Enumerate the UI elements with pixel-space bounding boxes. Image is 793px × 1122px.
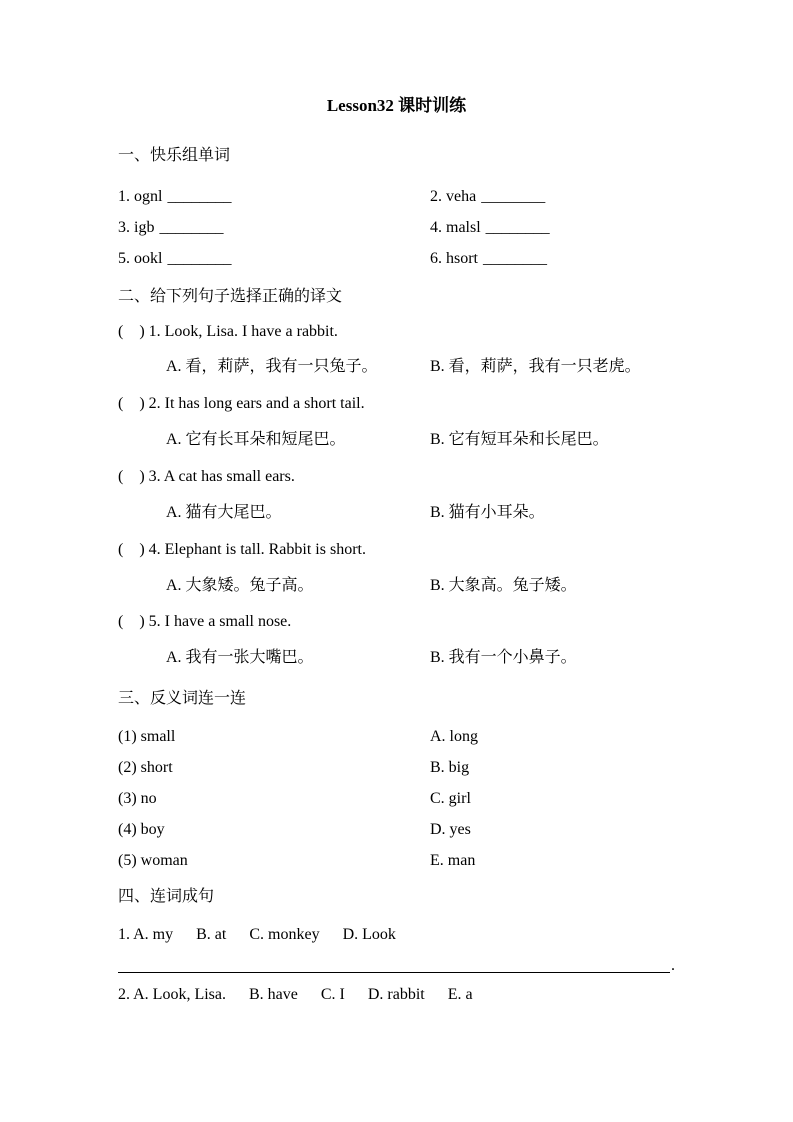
question-stem: ( ) 4. Elephant is tall. Rabbit is short. bbox=[118, 541, 366, 558]
question-options bbox=[118, 357, 675, 377]
match-row bbox=[118, 789, 675, 809]
word-row bbox=[118, 218, 675, 238]
word-cell bbox=[118, 187, 430, 207]
match-right: C. girl bbox=[430, 790, 471, 807]
match-right: D. yes bbox=[430, 821, 471, 838]
word-item: 4. malsl bbox=[430, 219, 481, 236]
blank-line: ________ bbox=[485, 219, 550, 236]
word-item: 6. hsort bbox=[430, 250, 478, 267]
option-a: A. 看，莉萨，我有一只兔子。 bbox=[166, 358, 378, 375]
match-right: A. long bbox=[430, 728, 478, 745]
word-item: 1. ognl bbox=[118, 188, 163, 205]
option-b: B. 我有一个小鼻子。 bbox=[430, 649, 577, 666]
blank-line: ________ bbox=[159, 219, 224, 236]
section1-heading: 一、快乐组单词 bbox=[118, 147, 231, 164]
word-item: 3. igb bbox=[118, 219, 155, 236]
word-row bbox=[118, 187, 675, 207]
question-options bbox=[118, 576, 675, 596]
question-stem: ( ) 5. I have a small nose. bbox=[118, 613, 292, 630]
option-a: A. 它有长耳朵和短尾巴。 bbox=[166, 431, 346, 448]
question-stem: ( ) 1. Look, Lisa. I have a rabbit. bbox=[118, 323, 338, 340]
match-left: (4) boy bbox=[118, 821, 165, 838]
match-row bbox=[118, 851, 675, 871]
blank-line: ________ bbox=[481, 188, 546, 205]
answer-line bbox=[118, 955, 675, 973]
sentence-item-1 bbox=[118, 925, 675, 945]
question-options bbox=[118, 503, 675, 523]
word-row bbox=[118, 249, 675, 269]
sentence-part: D. rabbit bbox=[367, 986, 425, 1003]
match-row bbox=[118, 758, 675, 778]
option-b: B. 大象高。兔子矮。 bbox=[430, 577, 577, 594]
sentence-part: 2. A. Look, Lisa. bbox=[118, 986, 226, 1003]
sentence-part: B. have bbox=[249, 986, 298, 1003]
match-left: (2) short bbox=[118, 759, 173, 776]
blank-line: ________ bbox=[483, 250, 547, 267]
page-title: Lesson32 课时训练 bbox=[326, 96, 467, 115]
word-cell bbox=[118, 249, 430, 269]
section4-heading: 四、连词成句 bbox=[118, 888, 215, 905]
option-b: B. 看，莉萨，我有一只老虎。 bbox=[430, 358, 641, 375]
option-b: B. 猫有小耳朵。 bbox=[430, 504, 545, 521]
word-cell bbox=[430, 218, 675, 238]
line-period: . bbox=[671, 957, 675, 974]
option-a: A. 大象矮。兔子高。 bbox=[166, 577, 314, 594]
match-left: (1) small bbox=[118, 728, 176, 745]
sentence-part: C. monkey bbox=[249, 926, 320, 943]
option-b: B. 它有短耳朵和长尾巴。 bbox=[430, 431, 609, 448]
match-right: B. big bbox=[430, 759, 470, 776]
option-a: A. 我有一张大嘴巴。 bbox=[166, 649, 314, 666]
sentence-part: B. at bbox=[196, 926, 227, 943]
sentence-part: D. Look bbox=[342, 926, 396, 943]
blank-line: ________ bbox=[167, 188, 232, 205]
word-item: 5. ookl bbox=[118, 250, 163, 267]
word-item: 2. veha bbox=[430, 188, 477, 205]
sentence-part: E. a bbox=[447, 986, 473, 1003]
sentence-part: C. I bbox=[320, 986, 345, 1003]
word-cell bbox=[430, 249, 675, 269]
section3-heading: 三、反义词连一连 bbox=[118, 690, 247, 707]
match-right: E. man bbox=[430, 852, 476, 869]
word-cell bbox=[430, 187, 675, 207]
match-row bbox=[118, 820, 675, 840]
sentence-part: 1. A. my bbox=[118, 926, 174, 943]
question-options bbox=[118, 430, 675, 450]
question-stem: ( ) 2. It has long ears and a short tail. bbox=[118, 395, 365, 412]
sentence-item-2 bbox=[118, 985, 675, 1005]
blank-line: ________ bbox=[167, 250, 232, 267]
section2-heading: 二、给下列句子选择正确的译文 bbox=[118, 288, 343, 305]
word-cell bbox=[118, 218, 430, 238]
match-left: (5) woman bbox=[118, 852, 188, 869]
match-left: (3) no bbox=[118, 790, 157, 807]
question-stem: ( ) 3. A cat has small ears. bbox=[118, 468, 295, 485]
question-options bbox=[118, 648, 675, 668]
match-row bbox=[118, 727, 675, 747]
option-a: A. 猫有大尾巴。 bbox=[166, 504, 282, 521]
blank-rule bbox=[118, 958, 670, 973]
